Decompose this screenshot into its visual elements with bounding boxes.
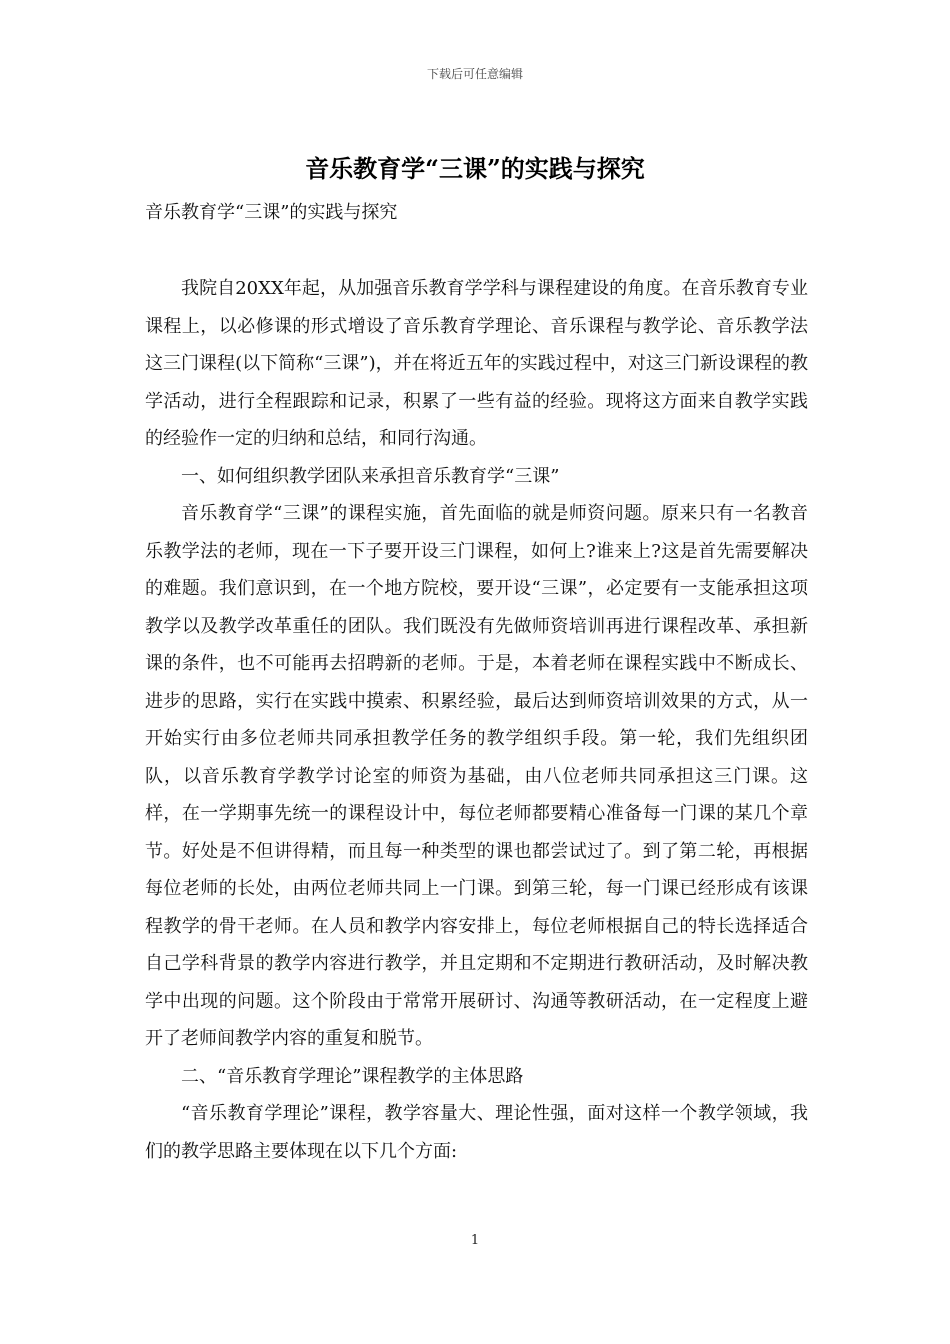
section-heading-2: 二、“音乐教育学理论”课程教学的主体思路 xyxy=(181,1065,524,1087)
section-heading-1: 一、如何组织教学团队来承担音乐教育学“三课” xyxy=(181,465,560,487)
document-body xyxy=(145,270,808,1170)
paragraph-teaching-team: 音乐教育学“三课”的课程实施，首先面临的就是师资问题。原来只有一名教音乐教学法的老师，现在一下子要开设三门课程，如何上?谁来上?这是首先需要解决的难题。我们意识到，在一个地方院校，要开设“三课”，必定要有一支能承担这项教学以及教学改革重任的团队。我们既没有先做师资培训再进行课程改革、承担新课的条件，也不可能再去招聘新的老师。于是，本着老师在课程实践中不断成长、进步的思路，实行在实践中摸索、积累经验，最后达到师资培训效果的方式，从一开始实行由多位老师共同承担教学任务的教学组织手段。第一轮，我们先组织团队，以音乐教育学教学讨论室的师资为基础，由八位老师共同承担这三门课。这样，在一学期事先统一的课程设计中，每位老师都要精心准备每一门课的某几个章节。好处是不但讲得精，而且每一种类型的课也都尝试过了。到了第二轮，再根据每位老师的长处，由两位老师共同上一门课。到第三轮，每一门课已经形成有该课程教学的骨干老师。在人员和教学内容安排上，每位老师根据自己的特长选择适合自己学科背景的教学内容进行教学，并且定期和不定期进行教研活动，及时解决教学中出现的问题。这个阶段由于常常开展研讨、沟通等教研活动，在一定程度上避开了老师间教学内容的重复和脱节。 xyxy=(145,503,808,1049)
page-number: 1 xyxy=(470,1233,480,1248)
paragraph-theory-course: “音乐教育学理论”课程，教学容量大、理论性强，面对这样一个教学领域，我们的教学思路主要体现在以下几个方面: xyxy=(145,1103,808,1162)
page-header-note: 下载后可任意编辑 xyxy=(426,67,523,81)
paragraph-intro: 我院自20XX年起，从加强音乐教育学学科与课程建设的角度。在音乐教育专业课程上，以必修课的形式增设了音乐教育学理论、音乐课程与教学论、音乐教学法这三门课程(以下简称“三课”)，并在将近五年的实践过程中，对这三门新设课程的教学活动，进行全程跟踪和记录，积累了一些有益的经验。现将这方面来自教学实践的经验作一定的归纳和总结，和同行沟通。 xyxy=(145,278,808,449)
document-title: 音乐教育学“三课”的实践与探究 xyxy=(305,154,645,183)
document-subtitle: 音乐教育学“三课”的实践与探究 xyxy=(145,202,398,223)
